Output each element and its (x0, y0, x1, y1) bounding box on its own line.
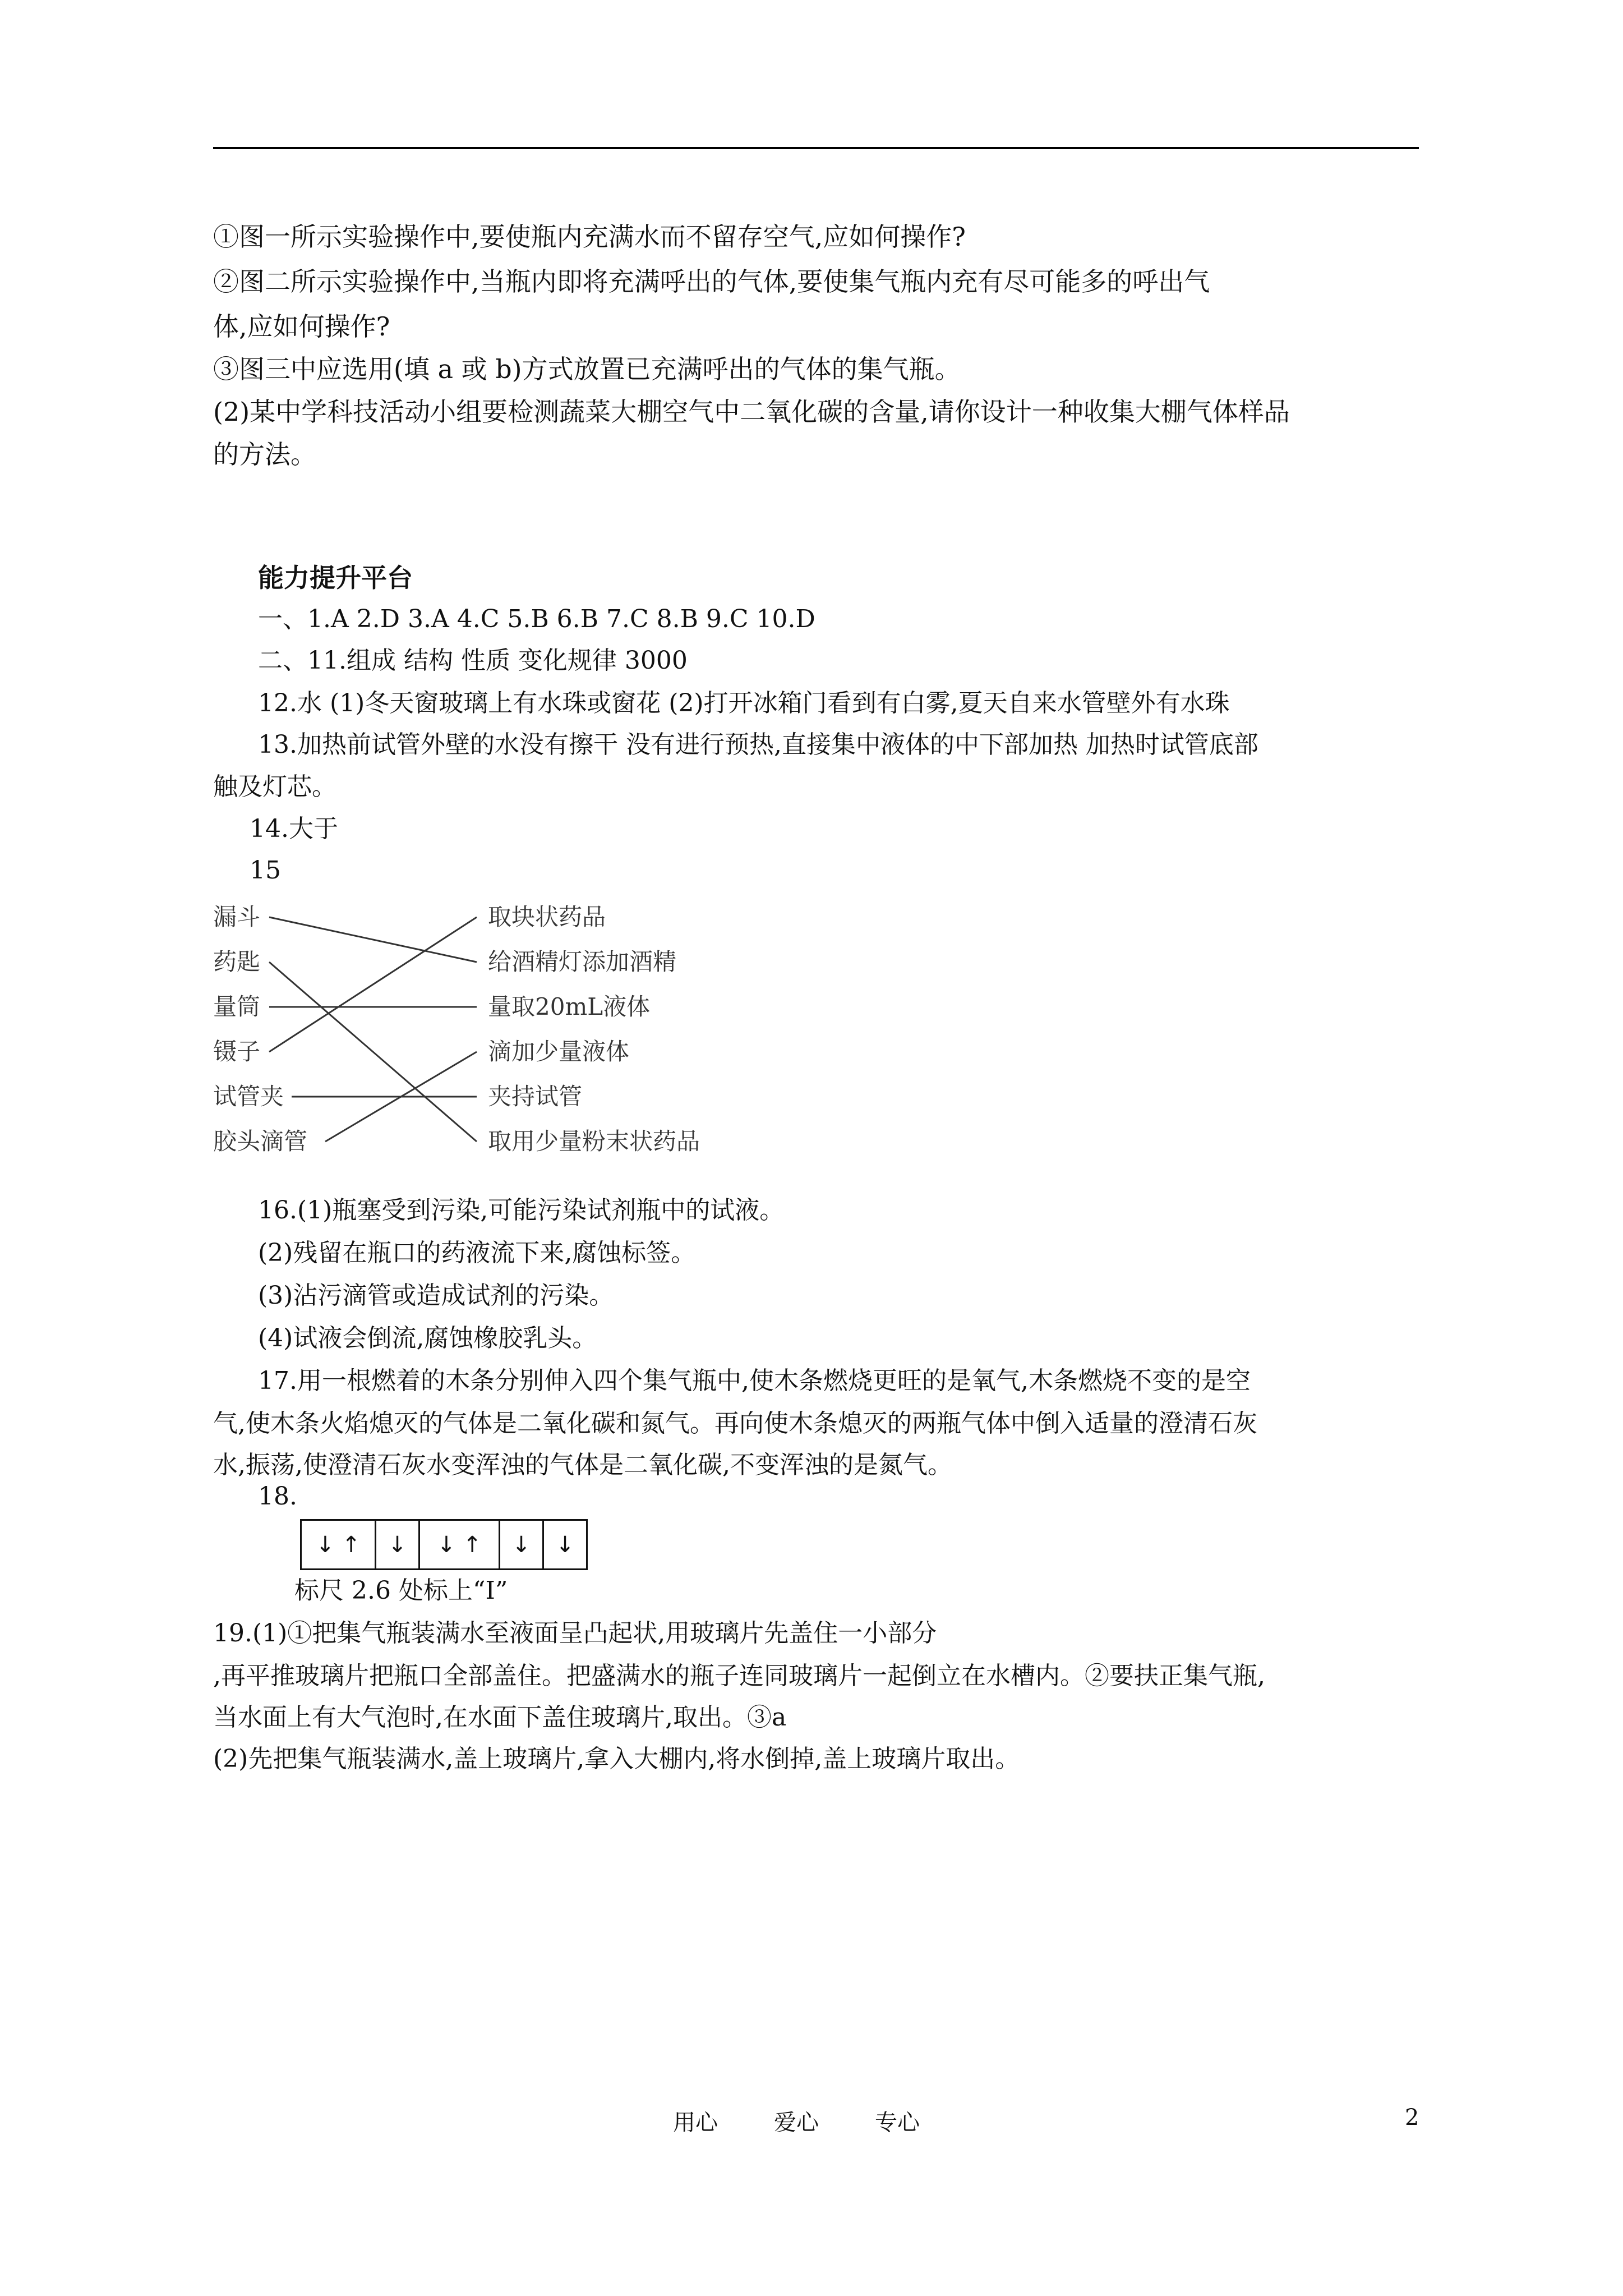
question-line-6: 的方法。 (213, 439, 316, 470)
header-rule (213, 147, 1419, 149)
matching-right-labels (488, 903, 700, 1155)
footer-slogan-2: 爱心 (774, 2110, 819, 2136)
ruler-cell: ↓ (500, 1521, 544, 1568)
footer-slogan-1: 用心 (673, 2110, 718, 2136)
answer-17-line-1: 17.用一根燃着的木条分别伸入四个集气瓶中,使木条燃烧更旺的是氧气,木条燃烧不变的是空 (258, 1366, 1251, 1395)
matching-lines (269, 917, 477, 1142)
matching-link (269, 917, 477, 962)
answer-15: 15 (250, 856, 281, 885)
answer-16-line-4: (4)试液会倒流,腐蚀橡胶乳头。 (258, 1324, 597, 1352)
ruler-cell: ↓ ↑ (420, 1521, 500, 1568)
matching-left-item: 药匙 (213, 948, 261, 976)
matching-left-item: 胶头滴管 (213, 1128, 308, 1155)
ruler-cell: ↓ ↑ (302, 1521, 376, 1568)
answer-18: 18. (258, 1482, 297, 1511)
matching-link (269, 917, 477, 1052)
answer-16-line-1: 16.(1)瓶塞受到污染,可能污染试剂瓶中的试液。 (258, 1196, 785, 1225)
matching-right-item: 取用少量粉末状药品 (488, 1128, 700, 1155)
matching-right-item: 取块状药品 (488, 903, 606, 931)
footer-slogan-3: 专心 (875, 2110, 920, 2136)
answer-13-line-1: 13.加热前试管外壁的水没有擦干 没有进行预热,直接集中液体的中下部加热 加热时试管底部 (258, 730, 1258, 759)
answer-19-line-1: 19.(1)①把集气瓶装满水至液面呈凸起状,用玻璃片先盖住一小部分 (213, 1619, 937, 1648)
ruler-cell: ↓ (555, 1531, 575, 1558)
answer-19-line-4: (2)先把集气瓶装满水,盖上玻璃片,拿入大棚内,将水倒掉,盖上玻璃片取出。 (213, 1745, 1020, 1773)
answer-19-line-3: 当水面上有大气泡时,在水面下盖住玻璃片,取出。③a (213, 1703, 787, 1732)
matching-right-item: 夹持试管 (488, 1083, 583, 1110)
answer-12: 12.水 (1)冬天窗玻璃上有水珠或窗花 (2)打开冰箱门看到有白雾,夏天自来水管壁外有水珠 (258, 689, 1230, 717)
answer-13-line-2: 触及灯芯。 (213, 772, 336, 801)
question-line-4: ③图三中应选用(填 a 或 b)方式放置已充满呼出的气体的集气瓶。 (213, 354, 961, 384)
question-line-5: (2)某中学科技活动小组要检测蔬菜大棚空气中二氧化碳的含量,请你设计一种收集大棚气体样品 (213, 397, 1290, 427)
matching-right-item: 滴加少量液体 (488, 1038, 630, 1065)
matching-left-labels (213, 903, 307, 1155)
matching-link (269, 962, 477, 1142)
matching-left-item: 量筒 (213, 993, 261, 1020)
page-number: 2 (1405, 2105, 1419, 2131)
matching-right-item: 量取20mL液体 (488, 993, 651, 1020)
matching-left-item: 试管夹 (213, 1083, 284, 1110)
answer-multiple-choice: 一、1.A 2.D 3.A 4.C 5.B 6.B 7.C 8.B 9.C 10.D (258, 605, 815, 633)
section-title: 能力提升平台 (258, 563, 413, 593)
ruler-cell: ↓ (376, 1521, 420, 1568)
answer-18-note: 标尺 2.6 处标上“Ⅰ” (294, 1576, 508, 1605)
question-line-3: 体,应如何操作? (213, 311, 390, 342)
answer-17-line-2: 气,使木条火焰熄灭的气体是二氧化碳和氮气。再向使木条熄灭的两瓶气体中倒入适量的澄清石灰 (213, 1409, 1257, 1438)
question-line-1: ①图一所示实验操作中,要使瓶内充满水而不留存空气,应如何操作? (213, 222, 966, 252)
answer-17-line-3: 水,振荡,使澄清石灰水变浑浊的气体是二氧化碳,不变浑浊的是氮气。 (213, 1451, 952, 1479)
matching-diagram (208, 892, 712, 1156)
answer-19-line-2: ,再平推玻璃片把瓶口全部盖住。把盛满水的瓶子连同玻璃片一起倒立在水槽内。②要扶正集气瓶, (213, 1662, 1265, 1690)
ruler-table (300, 1519, 588, 1570)
matching-right-item: 给酒精灯添加酒精 (488, 948, 677, 976)
answer-11: 二、11.组成 结构 性质 变化规律 3000 (258, 646, 688, 675)
matching-left-item: 镊子 (213, 1038, 261, 1065)
answer-16-line-2: (2)残留在瓶口的药液流下来,腐蚀标签。 (258, 1239, 696, 1267)
answer-14: 14.大于 (250, 815, 338, 843)
answer-16-line-3: (3)沾污滴管或造成试剂的污染。 (258, 1281, 614, 1310)
matching-left-item: 漏斗 (213, 903, 261, 931)
question-line-2: ②图二所示实验操作中,当瓶内即将充满呼出的气体,要使集气瓶内充有尽可能多的呼出气 (213, 266, 1210, 297)
